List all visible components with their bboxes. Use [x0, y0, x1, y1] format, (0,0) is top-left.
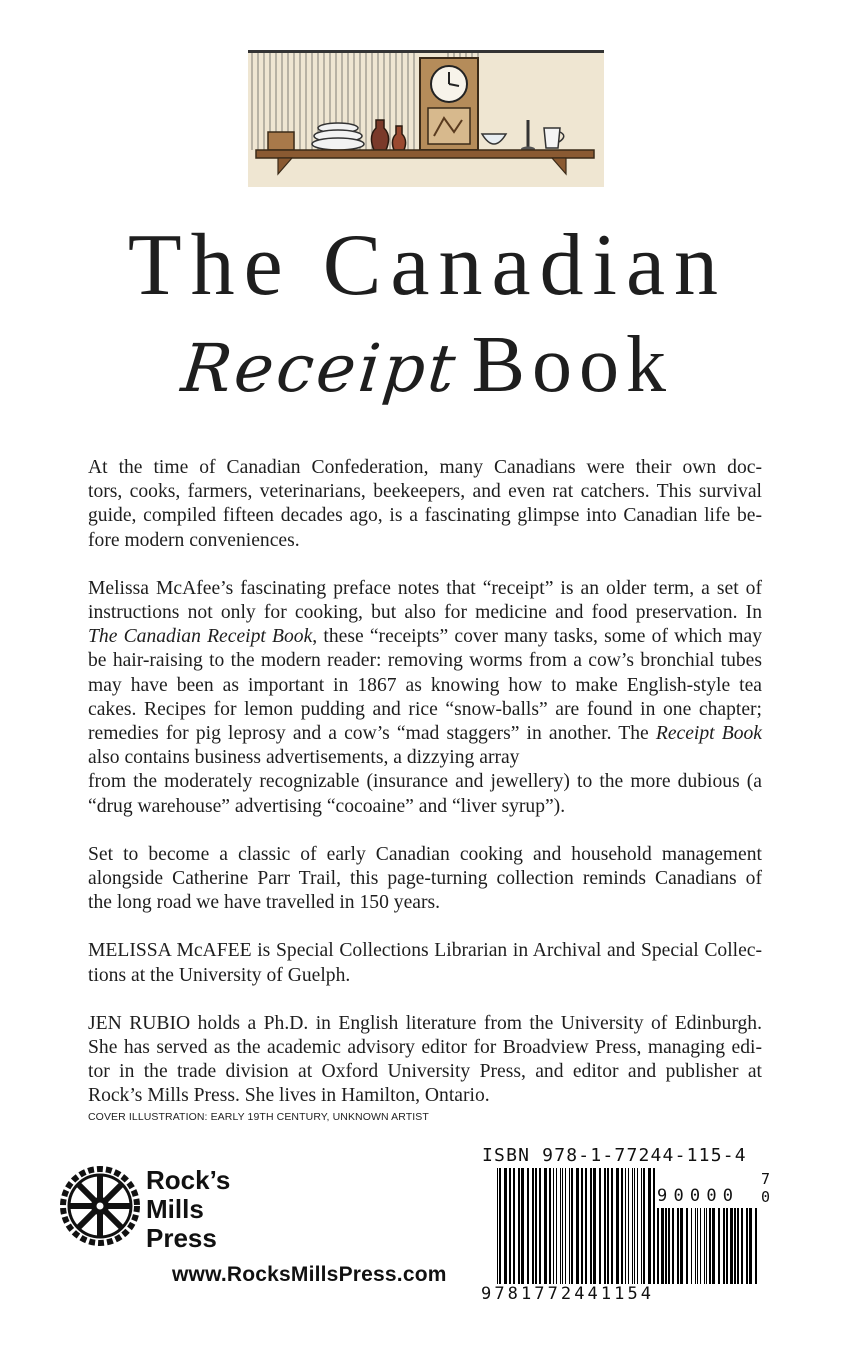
author-bio-mcafee	[88, 939, 762, 987]
barcode-bar	[562, 1168, 563, 1284]
text-line: cakes. Recipes for lemon pudding and rice “snow-balls” are found in one chapter;	[88, 698, 762, 720]
isbn-label: ISBN 978-1-77244-115-4	[482, 1145, 747, 1166]
barcode-bar	[539, 1168, 541, 1284]
book-title-italic: The Canadian Receipt Book	[88, 626, 313, 648]
barcode-bar	[668, 1208, 670, 1284]
barcode-bar	[585, 1168, 587, 1284]
barcode-bar	[704, 1208, 705, 1284]
barcode-bar	[634, 1168, 635, 1284]
price-code-digits: 90000	[657, 1186, 733, 1206]
editor-bio-rubio	[88, 1012, 762, 1109]
barcode-bar	[590, 1168, 592, 1284]
barcode-bar	[544, 1168, 547, 1284]
barcode-bar	[749, 1208, 752, 1284]
isbn-barcode	[481, 1168, 777, 1304]
barcode-bar	[706, 1208, 707, 1284]
publisher-name-line: Press	[146, 1223, 217, 1253]
barcode-bar	[607, 1168, 609, 1284]
text-line: alongside Catherine Parr Trail, this page-turning collection reminds Canadians of	[88, 868, 762, 890]
receipt-book-italic: Receipt Book	[655, 723, 762, 745]
barcode-bar	[632, 1168, 633, 1284]
text-line: guide, compiled fifteen decades ago, is a fascinating glimpse into Canadian life be-	[88, 505, 762, 527]
ean-digits: 9781772441154	[481, 1284, 651, 1304]
barcode-bar	[755, 1208, 757, 1284]
barcode-bar	[513, 1168, 515, 1284]
wheel-icon	[60, 1166, 140, 1246]
barcode-bar	[709, 1208, 711, 1284]
text-fragment: , these “receipts” cover many tasks, some of which may	[312, 626, 762, 648]
barcode-bar	[527, 1168, 529, 1284]
barcode-bar	[628, 1168, 629, 1284]
barcode-bar	[741, 1208, 743, 1284]
barcode-bar	[723, 1208, 725, 1284]
barcode-bar	[734, 1208, 736, 1284]
text-line: tor in the trade division at Oxford University Press, and editor and publisher at	[88, 1061, 762, 1083]
text-line: the long road we have travelled in 150 years.	[88, 892, 441, 914]
title-word-book: Book	[471, 321, 673, 409]
barcode-bar	[726, 1208, 728, 1284]
publisher-name	[146, 1166, 230, 1253]
barcode-bar	[686, 1208, 688, 1284]
cover-illustration	[248, 50, 604, 187]
barcode-bar	[700, 1208, 701, 1284]
barcode-bar	[556, 1168, 557, 1284]
barcode-bar	[576, 1168, 579, 1284]
publisher-website-link[interactable]: www.RocksMillsPress.com	[172, 1263, 447, 1286]
text-line: JEN RUBIO holds a Ph.D. in English literature from the University of Edinburgh.	[88, 1012, 762, 1034]
barcode-bar	[560, 1168, 561, 1284]
barcode-bar	[665, 1208, 667, 1284]
side-digit-bottom: 0	[761, 1188, 771, 1206]
description-paragraph-2	[88, 577, 762, 819]
barcode-bar	[677, 1208, 679, 1284]
barcode-bar	[697, 1208, 698, 1284]
barcode-bar	[718, 1208, 720, 1284]
cover-illustration-credit: COVER ILLUSTRATION: EARLY 19TH CENTURY, UNKNOWN ARTIST	[88, 1111, 429, 1123]
text-line: tions at the University of Guelph.	[88, 964, 351, 986]
barcode-bar	[641, 1168, 642, 1284]
text-line: also contains business advertisements, a dizzying array	[88, 747, 520, 769]
barcode-bar	[549, 1168, 551, 1284]
barcode-bar	[672, 1208, 674, 1284]
side-digit-top: 7	[761, 1170, 771, 1188]
barcode-bar	[746, 1208, 748, 1284]
book-title-line1: The Canadian	[127, 217, 728, 314]
barcode-bar	[565, 1168, 566, 1284]
barcode-bar	[653, 1168, 655, 1284]
price-addon-bars	[657, 1208, 757, 1284]
publisher-name-line: Mills	[146, 1194, 204, 1224]
text-line: instructions not only for cooking, but also for medicine and food preservation. In	[88, 602, 762, 624]
text-line: from the moderately recognizable (insurance and jewellery) to the more dubious (a	[88, 771, 762, 793]
barcode-bar	[691, 1208, 692, 1284]
barcode-bar	[518, 1168, 520, 1284]
barcode-bar	[737, 1208, 739, 1284]
barcode-bar	[593, 1168, 596, 1284]
barcode-bar	[637, 1168, 638, 1284]
barcode-bar	[661, 1208, 664, 1284]
publisher-name-line: Rock’s	[146, 1165, 231, 1195]
barcode-bar	[532, 1168, 534, 1284]
text-line: Set to become a classic of early Canadian cooking and household management	[88, 843, 762, 865]
barcode-bar	[553, 1168, 554, 1284]
text-line: tors, cooks, farmers, veterinarians, beekeepers, and even rat catchers. This survival	[88, 481, 762, 503]
barcode-bar	[616, 1168, 619, 1284]
barcode-bar	[604, 1168, 606, 1284]
barcode-bar	[569, 1168, 570, 1284]
barcode-bar	[621, 1168, 623, 1284]
barcode-bar	[625, 1168, 626, 1284]
text-line: At the time of Canadian Confederation, many Canadians were their own doc-	[88, 457, 762, 478]
ean-bars	[497, 1168, 655, 1284]
text-line: Rock’s Mills Press. She lives in Hamilton, Ontario.	[88, 1085, 490, 1107]
text-line	[88, 722, 762, 746]
text-line: fore modern conveniences.	[88, 529, 300, 551]
text-fragment: remedies for pig leprosy and a cow’s “mad staggers” in another. The	[88, 723, 656, 745]
barcode-bar	[497, 1168, 498, 1284]
text-line: MELISSA McAFEE is Special Collections Librarian in Archival and Special Collec-	[88, 940, 762, 962]
barcode-bar	[680, 1208, 683, 1284]
back-cover-description	[88, 456, 762, 1133]
barcode-bar	[581, 1168, 583, 1284]
barcode-bar	[648, 1168, 651, 1284]
barcode-bar	[599, 1168, 601, 1284]
text-line	[88, 625, 762, 649]
barcode-bar	[509, 1168, 511, 1284]
barcode-bar	[695, 1208, 696, 1284]
barcode-bar	[657, 1208, 659, 1284]
barcode-bar	[712, 1208, 715, 1284]
text-line: She has served as the academic advisory editor for Broadview Press, managing edi-	[88, 1037, 762, 1059]
barcode-bar	[643, 1168, 645, 1284]
text-line: may have been as important in 1867 as knowing how to make English-style tea	[88, 674, 762, 696]
barcode-bar	[535, 1168, 537, 1284]
description-paragraph-3	[88, 843, 762, 916]
text-line: Melissa McAfee’s fascinating preface notes that “receipt” is an older term, a set of	[88, 577, 762, 599]
barcode-bar	[571, 1168, 573, 1284]
barcode-bar	[730, 1208, 733, 1284]
barcode-bar	[504, 1168, 507, 1284]
barcode-bar	[611, 1168, 613, 1284]
description-paragraph-1	[88, 456, 762, 553]
barcode-bar	[521, 1168, 524, 1284]
title-script-word: Receipt	[177, 330, 462, 407]
barcode-bar	[499, 1168, 501, 1284]
text-line: “drug warehouse” advertising “cocoaine” and “liver syrup”).	[88, 795, 566, 817]
book-title-line2	[0, 321, 855, 409]
text-line: be hair-raising to the modern reader: removing worms from a cow’s bronchial tubes	[88, 650, 762, 672]
